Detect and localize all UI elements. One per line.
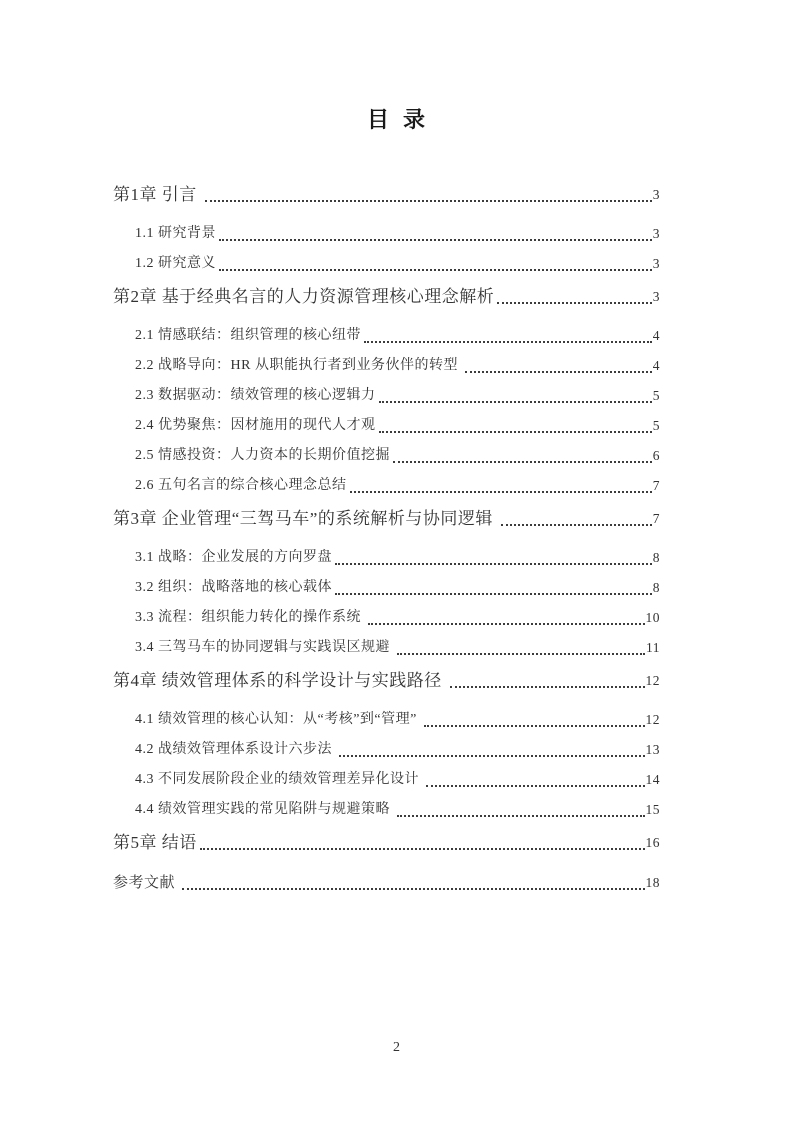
toc-entry-label: 3.2 组织：战略落地的核心载体 [135,580,332,595]
toc-entry-label: 4.1 绩效管理的核心认知：从“考核”到“管理” [135,712,421,727]
toc-entry[interactable] [113,603,660,633]
toc-entry-page: 12 [645,712,660,727]
toc-dot-leader [397,815,645,817]
toc-entry-page: 13 [645,742,660,757]
toc-entry[interactable] [113,705,660,735]
toc-entry-page: 8 [652,580,660,595]
toc-list [113,177,660,898]
toc-dot-leader [368,623,645,625]
toc-dot-leader [379,431,652,433]
toc-entry[interactable] [113,828,660,858]
toc-entry[interactable] [113,573,660,603]
toc-entry-label: 3.1 战略：企业发展的方向罗盘 [135,550,332,565]
toc-entry-label: 2.4 优势聚焦：因材施用的现代人才观 [135,418,376,433]
toc-entry-label: 2.2 战略导向：HR 从职能执行者到业务伙伴的转型 [135,358,462,373]
toc-entry[interactable] [113,666,660,696]
toc-entry-page: 3 [652,256,660,271]
toc-entry[interactable] [113,351,660,381]
toc-entry-label: 3.3 流程：组织能力转化的操作系统 [135,610,365,625]
toc-entry-label: 2.3 数据驱动：绩效管理的核心逻辑力 [135,388,376,403]
toc-entry[interactable] [113,504,660,534]
toc-entry-page: 8 [652,550,660,565]
toc-entry-page: 12 [645,673,660,688]
toc-dot-leader [350,491,652,493]
toc-entry[interactable] [113,441,660,471]
toc-dot-leader [219,269,652,271]
toc-dot-leader [364,341,652,343]
page-number: 2 [393,1040,400,1055]
toc-entry[interactable] [113,411,660,441]
toc-entry-page: 5 [652,418,660,433]
toc-entry[interactable] [113,795,660,825]
toc-entry-page: 4 [652,328,660,343]
toc-entry-label: 1.2 研究意义 [135,256,216,271]
toc-entry[interactable] [113,633,660,663]
toc-entry[interactable] [113,765,660,795]
toc-entry-label: 第3章 企业管理“三驾马车”的系统解析与协同逻辑 [113,509,498,528]
toc-entry-page: 3 [652,226,660,241]
toc-entry-label: 1.1 研究背景 [135,226,216,241]
toc-entry-label: 第1章 引言 [113,185,202,204]
toc-entry[interactable] [113,249,660,279]
toc-entry[interactable] [113,180,660,210]
toc-entry-label: 第5章 结语 [113,833,197,852]
toc-entry-page: 7 [652,478,660,493]
toc-entry-label: 2.6 五句名言的综合核心理念总结 [135,478,347,493]
toc-entry[interactable] [113,735,660,765]
toc-entry-page: 6 [652,448,660,463]
toc-entry[interactable] [113,868,660,898]
toc-dot-leader [339,755,645,757]
toc-entry-label: 参考文献 [113,875,180,891]
toc-entry-label: 4.3 不同发展阶段企业的绩效管理差异化设计 [135,772,423,787]
toc-dot-leader [335,563,652,565]
toc-entry[interactable] [113,282,660,312]
toc-entry-page: 18 [645,875,660,890]
toc-entry-label: 2.1 情感联结：组织管理的核心纽带 [135,328,361,343]
toc-entry[interactable] [113,543,660,573]
toc-entry-page: 16 [645,835,660,850]
toc-dot-leader [426,785,645,787]
toc-dot-leader [335,593,652,595]
toc-entry-page: 7 [652,511,660,526]
toc-entry-label: 3.4 三驾马车的协同逻辑与实践误区规避 [135,640,394,655]
toc-dot-leader [450,686,645,688]
toc-dot-leader [397,653,645,655]
toc-entry-label: 第2章 基于经典名言的人力资源管理核心理念解析 [113,287,495,306]
toc-entry-page: 14 [645,772,660,787]
page-footer [0,1040,793,1056]
page-title: 目 录 [366,107,426,132]
toc-dot-leader [501,524,652,526]
toc-dot-leader [497,302,652,304]
toc-dot-leader [424,725,645,727]
toc-entry[interactable] [113,471,660,501]
toc-entry[interactable] [113,321,660,351]
toc-dot-leader [219,239,652,241]
toc-entry-label: 4.2 战绩效管理体系设计六步法 [135,742,336,757]
toc-entry-label: 4.4 绩效管理实践的常见陷阱与规避策略 [135,802,394,817]
toc-dot-leader [205,200,652,202]
toc-entry-label: 第4章 绩效管理体系的科学设计与实践路径 [113,671,447,690]
toc-entry-page: 11 [646,640,660,655]
toc-entry-page: 15 [645,802,660,817]
toc-dot-leader [379,401,652,403]
toc-entry-page: 3 [652,187,660,202]
toc-dot-leader [393,461,652,463]
toc-entry-page: 4 [652,358,660,373]
toc-dot-leader [465,371,652,373]
toc-entry-page: 10 [645,610,660,625]
toc-dot-leader [200,848,645,850]
toc-entry[interactable] [113,219,660,249]
toc-entry[interactable] [113,381,660,411]
toc-entry-page: 5 [652,388,660,403]
toc-entry-label: 2.5 情感投资：人力资本的长期价值挖掘 [135,448,390,463]
toc-entry-page: 3 [652,289,660,304]
toc-dot-leader [182,888,644,890]
